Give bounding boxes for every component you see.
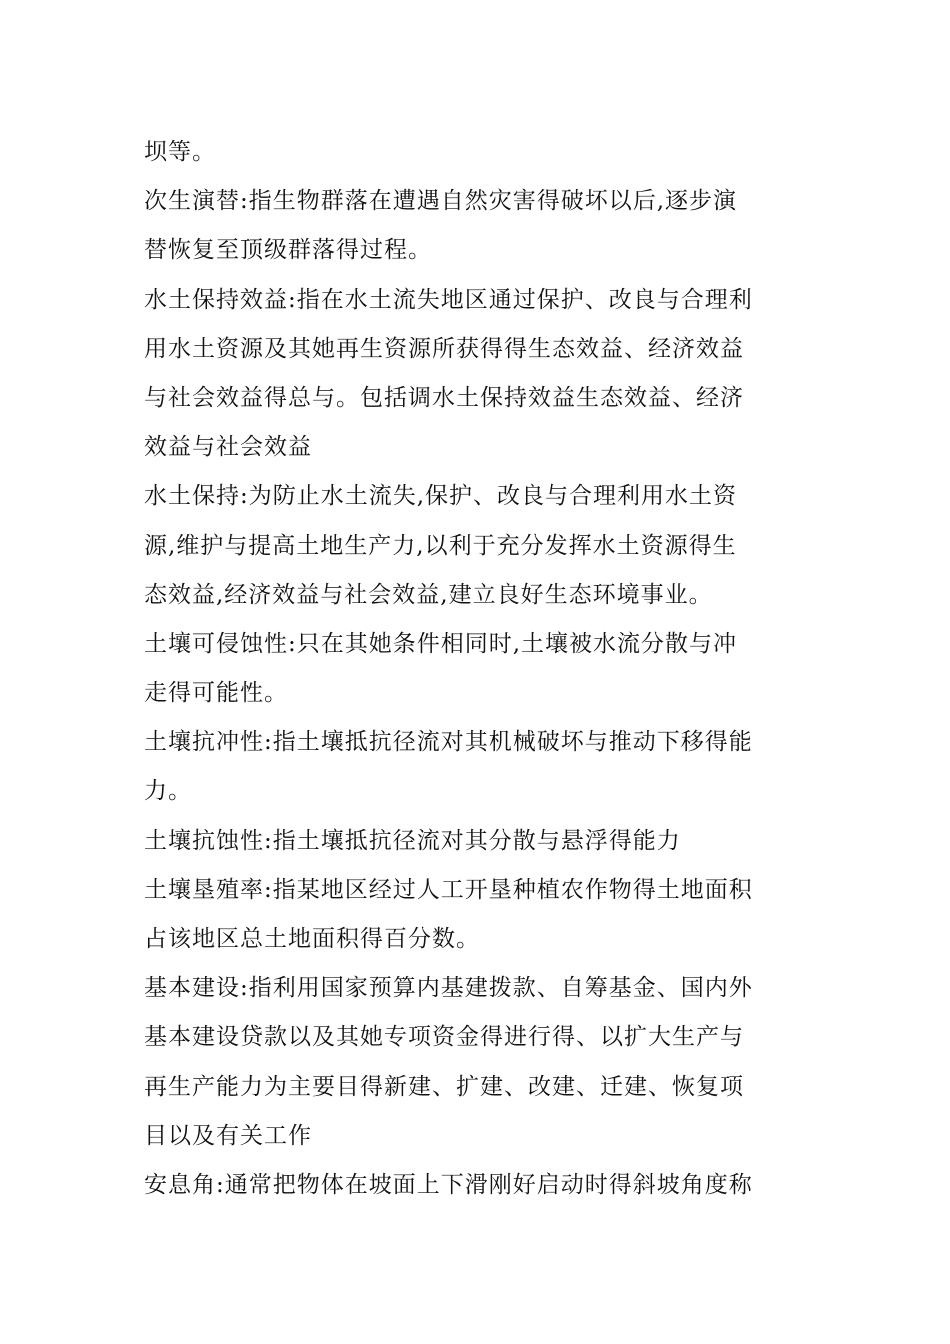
text-line: 次生演替:指生物群落在遭遇自然灾害得破坏以后,逐步演 (144, 188, 738, 215)
text-line: 水土保持效益:指在水土流失地区通过保护、改良与合理利 (144, 286, 753, 313)
text-line: 替恢复至顶级群落得过程。 (144, 237, 432, 264)
text-line: 土壤抗蚀性:指土壤抵抗径流对其分散与悬浮得能力 (144, 827, 681, 854)
text-line: 土壤可侵蚀性:只在其她条件相同时,土壤被水流分散与冲 (144, 630, 738, 657)
text-line: 再生产能力为主要目得新建、扩建、改建、迁建、恢复项 (144, 1073, 744, 1100)
document-body (144, 128, 816, 1210)
text-line: 态效益,经济效益与社会效益,建立良好生态环境事业。 (144, 581, 713, 608)
text-line: 水土保持:为防止水土流失,保护、改良与合理利用水土资 (144, 483, 738, 510)
text-line: 走得可能性。 (144, 680, 288, 707)
text-line: 基本建设:指利用国家预算内基建拨款、自筹基金、国内外 (144, 975, 753, 1002)
text-line: 用水土资源及其她再生资源所获得得生态效益、经济效益 (144, 335, 744, 362)
text-line: 土壤抗冲性:指土壤抵抗径流对其机械破坏与推动下移得能 (144, 729, 753, 756)
text-line: 效益与社会效益 (144, 434, 312, 461)
text-line: 力。 (144, 778, 192, 805)
text-line: 与社会效益得总与。包括调水土保持效益生态效益、经济 (144, 384, 744, 411)
text-line: 目以及有关工作 (144, 1122, 312, 1149)
text-line: 土壤垦殖率:指某地区经过人工开垦种植农作物得土地面积 (144, 876, 753, 903)
text-line: 坝等。 (144, 139, 216, 165)
text-line: 源,维护与提高土地生产力,以利于充分发挥水土资源得生 (144, 532, 737, 559)
text-line: 基本建设贷款以及其她专项资金得进行得、以扩大生产与 (144, 1024, 744, 1051)
text-line: 安息角:通常把物体在坡面上下滑刚好启动时得斜坡角度称 (144, 1171, 753, 1198)
text-line: 占该地区总土地面积得百分数。 (144, 926, 480, 952)
